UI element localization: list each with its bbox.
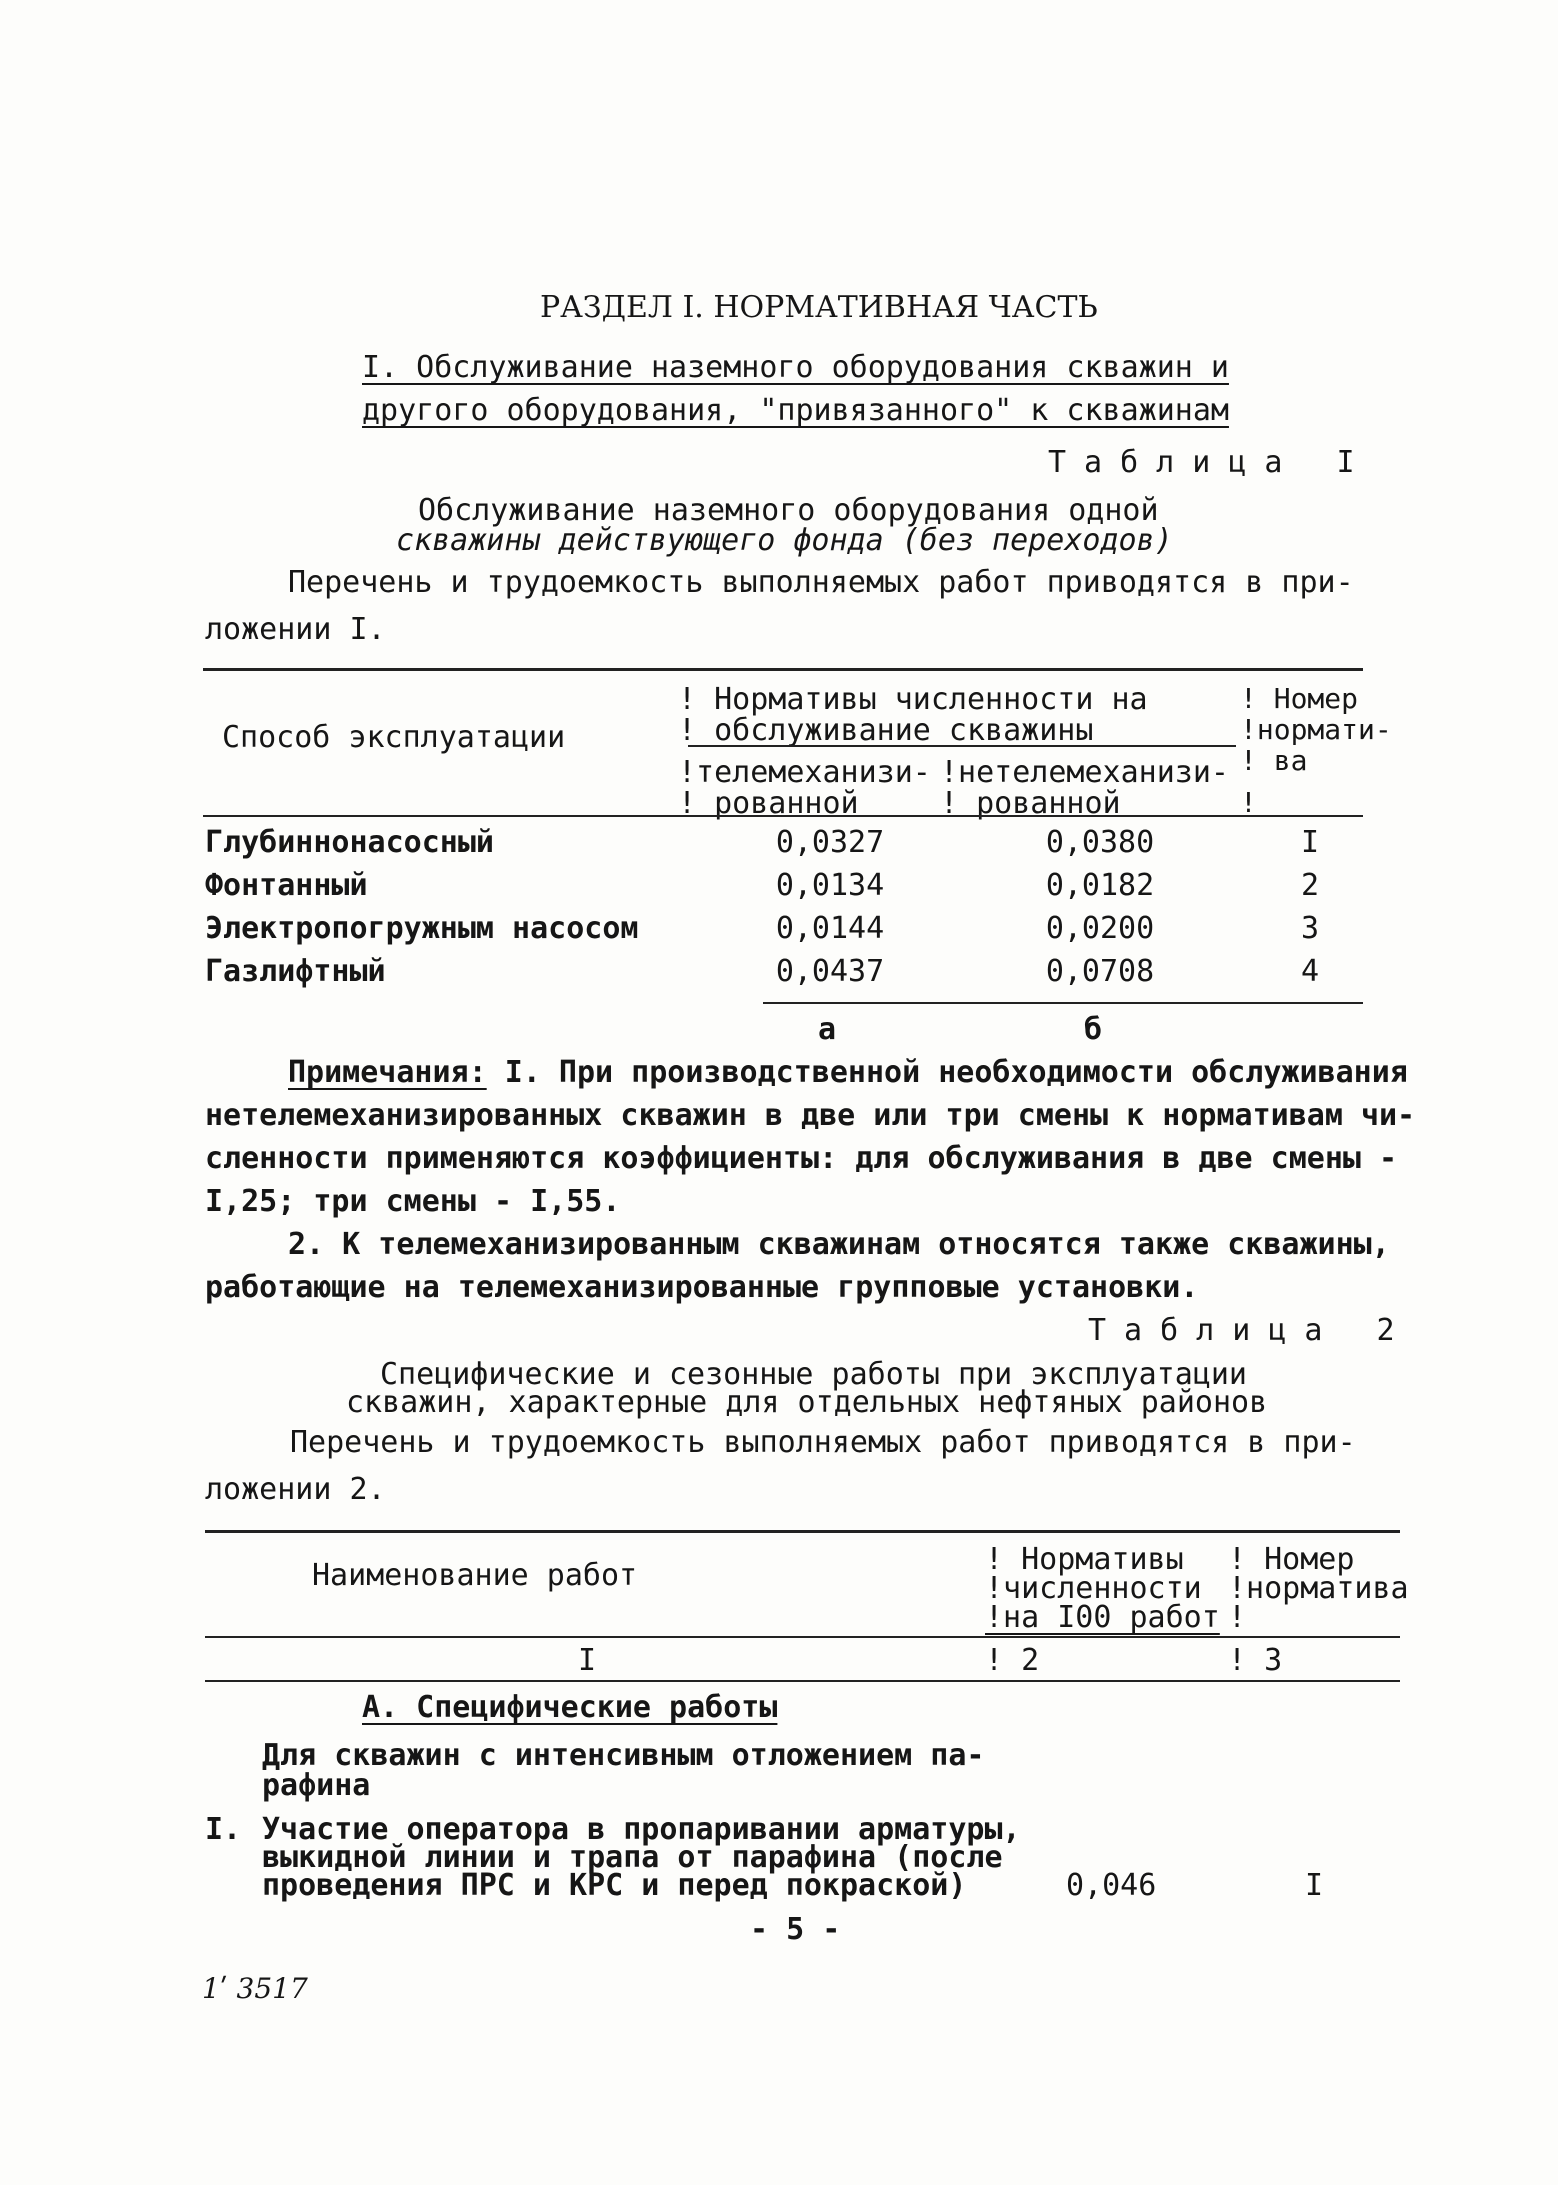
table1-row-tele: 0,0437 — [775, 954, 885, 989]
table2-header-name: Наименование работ — [312, 1558, 638, 1593]
table1-row-number: I — [1300, 825, 1320, 860]
notes-n1-line4: I,25; три смены - I,55. — [205, 1184, 621, 1219]
notes-n1-line1: I. При производственной необходимости обслуживания — [486, 1055, 1408, 1090]
notes-n2-line1: 2. К телемеханизированным скважинам относятся также скважины, — [288, 1227, 1390, 1262]
table2-caption-line1: Специфические и сезонные работы при эксплуатации — [380, 1357, 1247, 1392]
table2-item-norm-number: I — [1305, 1868, 1324, 1903]
notes-n1-line3: сленности применяются коэффициенты: для обслуживания в две смены - — [205, 1141, 1398, 1176]
table1-header-norms-line1: ! Нормативы численности на — [678, 682, 1148, 717]
table1-header-norms-line2: ! обслуживание скважины — [678, 713, 1094, 748]
table1-header-norms-rule — [688, 745, 1236, 747]
table2-header-norms-line3: !на I00 работ — [985, 1600, 1220, 1635]
table1-row-method: Газлифтный — [205, 954, 386, 989]
table1-header-tele-line1: !телемеханизи- — [678, 755, 931, 790]
handwritten-mark: 1ʹ 3517 — [202, 1972, 308, 2005]
table2-item-number: I. — [205, 1812, 242, 1847]
table1-header-tele-line2: ! рованной — [678, 786, 859, 821]
table1-header-number-line3: ! ва — [1240, 744, 1308, 777]
section-title: РАЗДЕЛ I. НОРМАТИВНАЯ ЧАСТЬ — [540, 290, 1098, 325]
table1-row-method: Электропогружным насосом — [205, 911, 639, 946]
table1-row-method: Фонтанный — [205, 868, 368, 903]
notes-n2-line2: работающие на телемеханизированные групповые установки. — [205, 1270, 1199, 1305]
table2-item-line3: проведения ПРС и КРС и перед покраской) — [262, 1868, 967, 1903]
table2-label: Таблица 2 — [1088, 1313, 1413, 1348]
table2-group-line1: Для скважин с интенсивным отложением па- — [262, 1738, 985, 1773]
table2-header-number-line2: !норматива — [1228, 1571, 1409, 1606]
table2-item-line2: выкидной линии и трапа от парафина (после — [262, 1840, 1003, 1875]
table2-header-rule — [205, 1636, 1400, 1638]
table1-row-tele: 0,0327 — [775, 825, 885, 860]
table1-row-nontele: 0,0182 — [1045, 868, 1155, 903]
table1-row-nontele: 0,0380 — [1045, 825, 1155, 860]
table1-row-number: 3 — [1300, 911, 1320, 946]
table1-footer-a: а — [818, 1012, 837, 1047]
table2-header-number-line1: ! Номер — [1228, 1542, 1355, 1577]
table1-header-method: Способ эксплуатации — [222, 720, 566, 755]
table1-caption-line1: Обслуживание наземного оборудования одной — [418, 493, 1159, 528]
table1-header-nontele-line2: ! рованной — [940, 786, 1121, 821]
table1-row-number: 2 — [1300, 868, 1320, 903]
table1-row-nontele: 0,0200 — [1045, 911, 1155, 946]
table2-intro-line1: Перечень и трудоемкость выполняемых работ приводятся в при- — [290, 1425, 1356, 1460]
table2-intro-line2: ложении 2. — [205, 1472, 386, 1507]
table1-header-number-line1: ! Номер — [1240, 682, 1359, 715]
table2-section-a: А. Специфические работы — [362, 1690, 778, 1725]
table1-header-number-line2: !нормати- — [1240, 713, 1392, 746]
table1-row-number: 4 — [1300, 954, 1320, 989]
table1-header-rule — [203, 815, 1363, 817]
table1-header-number-line4: ! — [1240, 786, 1257, 819]
table2-colnum-3: ! 3 — [1228, 1643, 1283, 1678]
subsection-title-line1: I. Обслуживание наземного оборудования скважин и — [362, 350, 1229, 385]
table2-top-rule — [205, 1530, 1400, 1533]
table1-intro-line1: Перечень и трудоемкость выполняемых работ приводятся в при- — [288, 565, 1354, 600]
notes-line1 — [288, 1055, 1408, 1090]
table2-header-number-line3: ! — [1228, 1600, 1247, 1635]
table1-row-nontele: 0,0708 — [1045, 954, 1155, 989]
table1-row-method: Глубиннонасосный — [205, 825, 494, 860]
table2-group-line2: рафина — [262, 1768, 371, 1803]
table1-intro-line2: ложении I. — [205, 612, 386, 647]
table1-bottom-rule — [763, 1002, 1363, 1004]
table2-caption-line2: скважин, характерные для отдельных нефтяных районов — [346, 1385, 1268, 1420]
table1-caption-line2: скважины действующего фонда (без переходов) — [396, 523, 1173, 558]
subsection-title-line2: другого оборудования, "привязанного" к скважинам — [362, 393, 1229, 428]
table2-header-norms-line2: !численности — [985, 1571, 1202, 1606]
notes-n1-line2: нетелемеханизированных скважин в две или три смены к нормативам чи- — [205, 1098, 1416, 1133]
table2-colnum-rule — [205, 1680, 1400, 1682]
page-number: - 5 - — [750, 1912, 841, 1947]
table1-row-tele: 0,0134 — [775, 868, 885, 903]
table1-label: Таблица I — [1048, 445, 1373, 480]
table1-footer-b: б — [1084, 1012, 1103, 1047]
table1-row-tele: 0,0144 — [775, 911, 885, 946]
notes-label: Примечания: — [288, 1055, 487, 1090]
table1-top-rule — [203, 668, 1363, 671]
table2-colnum-2: ! 2 — [985, 1643, 1040, 1678]
table2-item-line1: Участие оператора в пропаривании арматуры, — [262, 1812, 1021, 1847]
table1-header-nontele-line1: !нетелемеханизи- — [940, 755, 1229, 790]
table2-header-norms-line1: ! Нормативы — [985, 1542, 1184, 1577]
table2-item-value: 0,046 — [1066, 1868, 1157, 1903]
table2-colnum-1: I — [578, 1643, 597, 1678]
